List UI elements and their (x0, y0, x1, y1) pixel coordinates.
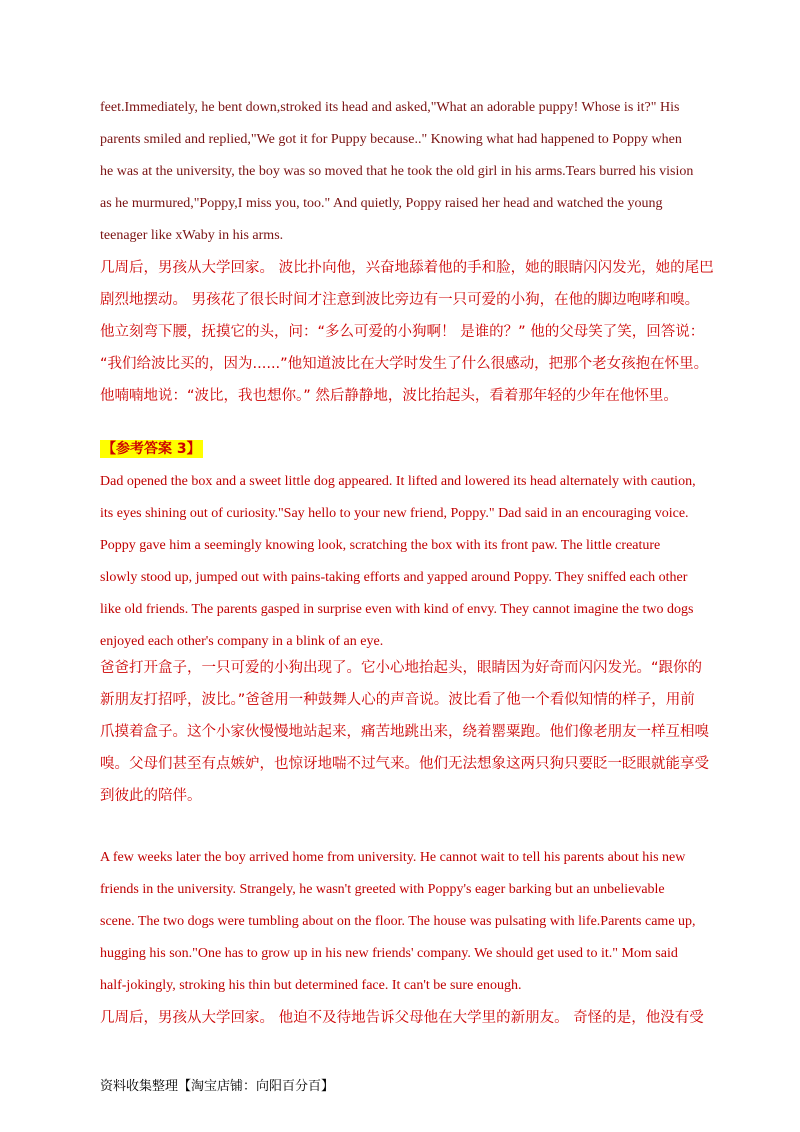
text-line: friends in the university. Strangely, he wasn't greeted with Poppy's eager barking but an unbelievable (100, 882, 665, 897)
text-line: its eyes shining out of curiosity."Say hello to your new friend, Poppy." Dad said in an encouraging voice. (100, 506, 689, 521)
text-line: Dad opened the box and a sweet little dog appeared. It lifted and lowered its head alternately with caution, (100, 474, 696, 489)
text-line: 新朋友打招呼，波比。”爸爸用一种鼓舞人心的声音说。波比看了他一个看似知情的样子，用前 (100, 692, 695, 708)
text-line: 几周后，男孩从大学回家。 他迫不及待地告诉父母他在大学里的新朋友。 奇怪的是，他没有受 (100, 1010, 704, 1026)
text-line: scene. The two dogs were tumbling about on the floor. The house was pulsating with life.Parents came up, (100, 914, 696, 929)
text-line: 几周后，男孩从大学回家。 波比扑向他，兴奋地舔着他的手和脸，她的眼睛闪闪发光，她的尾巴 (100, 260, 714, 276)
text-line: “我们给波比买的，因为......”他知道波比在大学时发生了什么很感动，把那个老女孩抱在怀里。 (100, 356, 709, 372)
paragraph-1-chinese (100, 252, 714, 412)
text-line: 爸爸打开盒子，一只可爱的小狗出现了。它小心地抬起头，眼睛因为好奇而闪闪发光。“跟你的 (100, 660, 703, 676)
text-line: 到彼此的陪伴。 (100, 788, 202, 804)
text-line: enjoyed each other's company in a blink of an eye. (100, 634, 384, 649)
text-line: slowly stood up, jumped out with pains-taking efforts and yapped around Poppy. They sniffed each other (100, 570, 688, 585)
text-line: like old friends. The parents gasped in surprise even with kind of envy. They cannot imagine the two dogs (100, 602, 694, 617)
text-line: he was at the university, the boy was so moved that he took the old girl in his arms.Tears burred his vision (100, 164, 694, 179)
answer-heading: 【参考答案 3】 (102, 441, 201, 457)
text-line: feet.Immediately, he bent down,stroked its head and asked,"What an adorable puppy! Whose is it?" His (100, 100, 680, 115)
text-line: Poppy gave him a seemingly knowing look, scratching the box with its front paw. The little creature (100, 538, 661, 553)
paragraph-2-english (100, 466, 705, 658)
text-line: as he murmured,"Poppy,I miss you, too." And quietly, Poppy raised her head and watched the young (100, 196, 663, 211)
text-line: 他喃喃地说：“波比，我也想你。” 然后静静地，波比抬起头，看着那年轻的少年在他怀里。 (100, 388, 678, 404)
text-line: 嗅。父母们甚至有点嫉妒，也惊讶地喘不过气来。他们无法想象这两只狗只要眨一眨眼就能享受 (100, 756, 709, 772)
text-line: 爪摸着盒子。这个小家伙慢慢地站起来，痛苦地跳出来，绕着罂粟跑。他们像老朋友一样互相嗅 (100, 724, 709, 740)
paragraph-1-english (100, 92, 705, 252)
text-line: 他立刻弯下腰，抚摸它的头，问：“多么可爱的小狗啊！ 是谁的？” 他的父母笑了笑，回答说： (100, 324, 705, 340)
page-footer: 资料收集整理【淘宝店铺：向阳百分百】 (100, 1079, 335, 1094)
text-line: A few weeks later the boy arrived home from university. He cannot wait to tell his parents about his new (100, 850, 686, 865)
text-line: half-jokingly, stroking his thin but determined face. It can't be sure enough. (100, 978, 522, 993)
paragraph-3-english (100, 842, 705, 1002)
text-line: parents smiled and replied,"We got it for Puppy because.." Knowing what had happened to Poppy when (100, 132, 682, 147)
text-line: 剧烈地摆动。 男孩花了很长时间才注意到波比旁边有一只可爱的小狗，在他的脚边咆哮和嗅。 (100, 292, 700, 308)
text-line: teenager like xWaby in his arms. (100, 228, 284, 243)
paragraph-3-chinese (100, 1002, 705, 1034)
paragraph-2-chinese (100, 652, 709, 812)
text-line: hugging his son."One has to grow up in his new friends' company. We should get used to it." Mom said (100, 946, 678, 961)
